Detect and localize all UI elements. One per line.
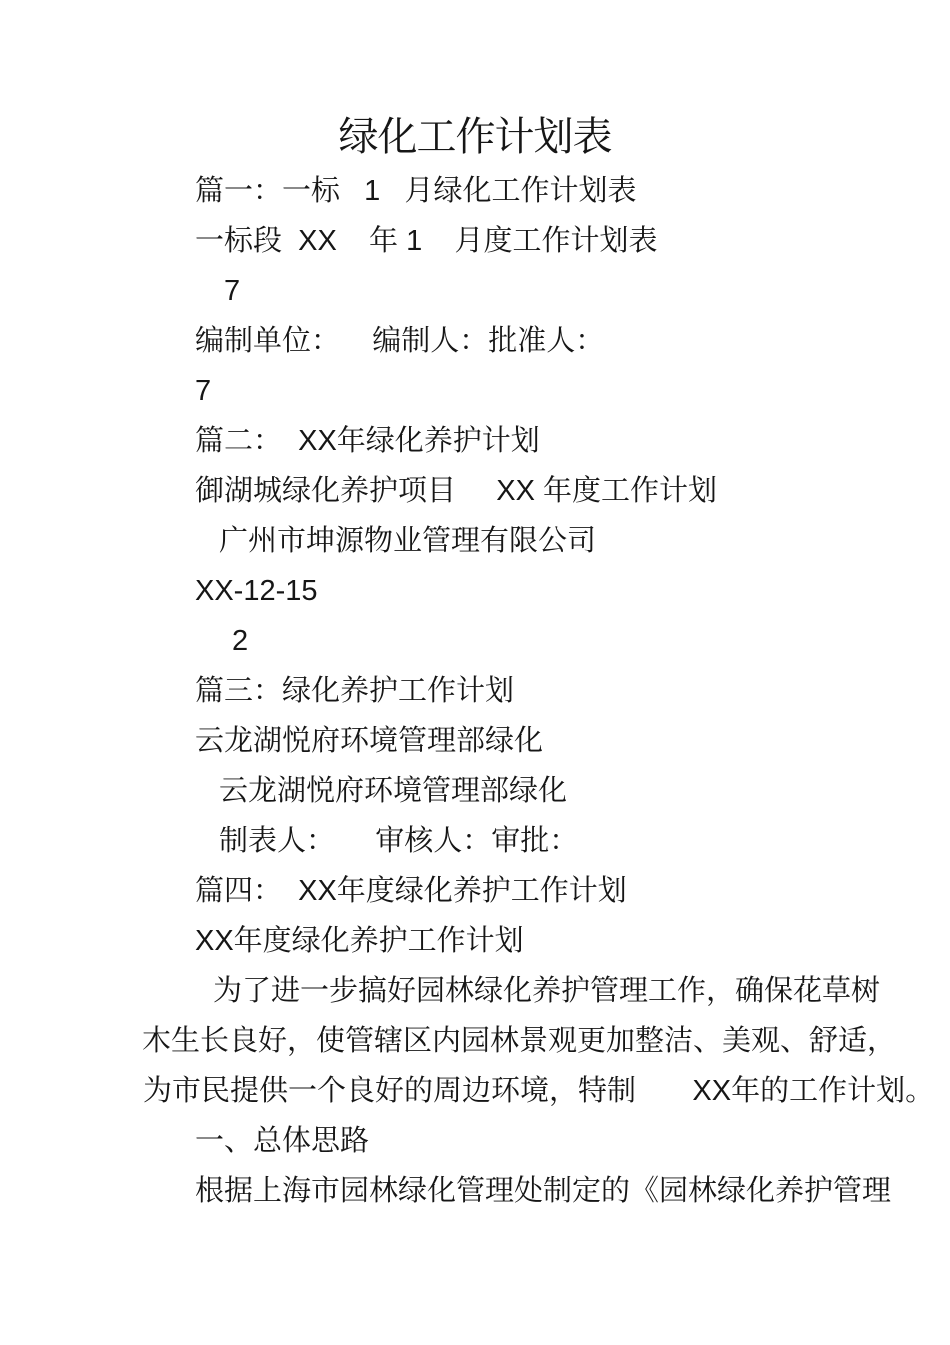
text-line: 为了进一步搞好园林绿化养护管理工作，确保花草树 bbox=[213, 975, 881, 1007]
text-line: 一标段 XX 年 1 月度工作计划表 bbox=[195, 225, 658, 257]
text-line: 2 bbox=[232, 625, 249, 657]
page-title: 绿化工作计划表 bbox=[338, 115, 612, 159]
text-line: 篇四： XX年度绿化养护工作计划 bbox=[195, 875, 627, 907]
text-line: 编制单位： 编制人：批准人： bbox=[195, 325, 605, 357]
text-line: 一、总体思路 bbox=[195, 1125, 370, 1157]
text-line: 为市民提供一个良好的周边环境，特制 XX年的工作计划。 bbox=[143, 1075, 935, 1107]
text-line: 制表人： 审核人：审批： bbox=[219, 825, 579, 857]
text-line: 7 bbox=[195, 375, 212, 407]
text-line: 篇三：绿化养护工作计划 bbox=[195, 675, 515, 707]
text-line: 篇一：一标 1 月绿化工作计划表 bbox=[195, 175, 637, 207]
text-line: XX-12-15 bbox=[195, 575, 318, 607]
text-line: 云龙湖悦府环境管理部绿化 bbox=[219, 775, 568, 807]
document-body bbox=[0, 166, 950, 1216]
text-line: 云龙湖悦府环境管理部绿化 bbox=[195, 725, 544, 757]
text-line: 广州市坤源物业管理有限公司 bbox=[219, 525, 597, 557]
text-line: 篇二： XX年绿化养护计划 bbox=[195, 425, 540, 457]
text-line: 御湖城绿化养护项目 XX 年度工作计划 bbox=[195, 475, 718, 507]
text-line: 7 bbox=[224, 275, 241, 307]
text-line: 木生长良好，使管辖区内园林景观更加整洁、美观、舒适， bbox=[142, 1025, 897, 1057]
text-line: XX年度绿化养护工作计划 bbox=[195, 925, 524, 957]
text-line: 根据上海市园林绿化管理处制定的《园林绿化养护管理 bbox=[195, 1175, 892, 1207]
